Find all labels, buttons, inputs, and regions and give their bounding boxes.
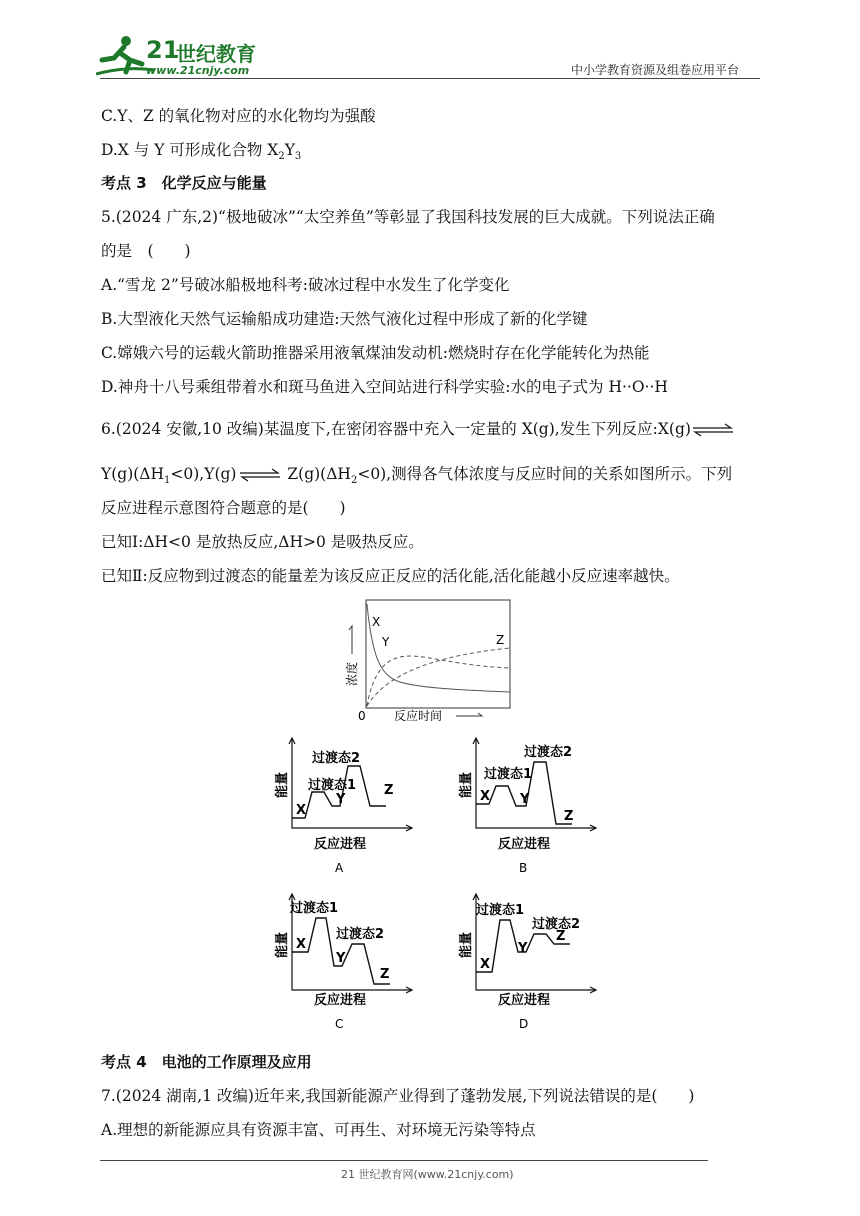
- energy-diagram-b: [454, 736, 604, 876]
- svg-text:X: X: [480, 789, 491, 804]
- logo-url: www.21cnjy.com: [146, 64, 250, 77]
- svg-text:反应进程: 反应进程: [314, 993, 367, 1008]
- q5-stem-line2: 的是 ( ): [101, 242, 191, 260]
- svg-text:过渡态2: 过渡态2: [532, 917, 581, 932]
- svg-text:Z: Z: [380, 967, 390, 982]
- q6-stem-line1: 6.(2024 安徽,10 改编)某温度下,在密闭容器中充入一定量的 X(g),发生下列反应:X(g): [101, 419, 735, 439]
- section-4-title: 考点 4 电池的工作原理及应用: [101, 1053, 312, 1071]
- option-a-label: A: [335, 861, 344, 875]
- svg-text:X: X: [296, 803, 307, 818]
- origin-label: 0: [358, 709, 366, 723]
- known-1: 已知Ⅰ:ΔH<0 是放热反应,ΔH>0 是吸热反应。: [101, 533, 424, 551]
- y-axis-arrow-icon: [349, 626, 352, 654]
- svg-text:Z: Z: [384, 783, 394, 798]
- q6-stem-line3: 反应进程示意图符合题意的是( ): [101, 499, 346, 517]
- svg-text:能量: 能量: [275, 931, 290, 958]
- known-2: 已知Ⅱ:反应物到过渡态的能量差为该反应正反应的活化能,活化能越小反应速率越快。: [101, 567, 680, 585]
- q5-option-c: C.嫦娥六号的运载火箭助推器采用液氧煤油发动机:燃烧时存在化学能转化为热能: [101, 344, 650, 362]
- platform-name: 中小学教育资源及组卷应用平台: [571, 63, 740, 77]
- svg-text:反应进程: 反应进程: [314, 837, 367, 852]
- equilibrium-arrow-icon: [691, 423, 735, 437]
- svg-text:过渡态1: 过渡态1: [476, 903, 525, 918]
- q4-option-d: D.X 与 Y 可形成化合物 $X_2Y_3$: [101, 141, 302, 163]
- q5-option-d: D.神舟十八号乘组带着水和斑马鱼进入空间站进行科学实验:水的电子式为 H··O··H: [101, 378, 668, 396]
- label-z: Z: [496, 633, 505, 647]
- q6-stem-line2: $Y(g)(\Delta H_1<0),Y(g)$ $Z(g)(\Delta H_2<0)$,测得各气体浓度与反应时间的关系如图所示。下列: [101, 465, 733, 487]
- svg-text:过渡态2: 过渡态2: [312, 751, 361, 766]
- footer-link[interactable]: 21 世纪教育网(www.21cnjy.com): [341, 1168, 514, 1181]
- q5-stem-line1: 5.(2024 广东,2)“极地破冰”“太空养鱼”等彰显了我国科技发展的巨大成就。下列说法正确: [101, 208, 715, 226]
- energy-diagram-c: [270, 892, 420, 1032]
- svg-text:过渡态1: 过渡态1: [290, 901, 339, 916]
- q5-option-a: A.“雪龙 2”号破冰船极地科考:破冰过程中水发生了化学变化: [101, 276, 510, 294]
- svg-text:反应进程: 反应进程: [498, 837, 551, 852]
- y-axis-label: 浓度: [345, 661, 359, 686]
- logo-number: 21: [146, 36, 180, 64]
- svg-text:Y: Y: [336, 951, 346, 966]
- svg-text:反应进程: 反应进程: [498, 993, 551, 1008]
- svg-text:能量: 能量: [275, 771, 290, 798]
- svg-text:能量: 能量: [459, 931, 474, 958]
- label-x: X: [372, 615, 381, 629]
- section-3-title: 考点 3 化学反应与能量: [101, 174, 267, 192]
- svg-text:X: X: [480, 957, 491, 972]
- energy-diagram-d: [454, 892, 604, 1032]
- concentration-time-chart: [340, 596, 520, 726]
- q5-option-b: B.大型液化天然气运输船成功建造:天然气液化过程中形成了新的化学键: [101, 310, 588, 328]
- q4-option-c: C.Y、Z 的氧化物对应的水化物均为强酸: [101, 107, 376, 125]
- label-y: Y: [382, 635, 390, 649]
- svg-text:X: X: [296, 937, 307, 952]
- option-c-label: C: [335, 1017, 344, 1031]
- svg-text:Y: Y: [520, 792, 530, 807]
- svg-text:能量: 能量: [459, 771, 474, 798]
- svg-text:Y: Y: [518, 941, 528, 956]
- svg-text:过渡态2: 过渡态2: [336, 927, 385, 942]
- option-d-label: D: [519, 1017, 529, 1031]
- svg-text:过渡态1: 过渡态1: [484, 767, 533, 782]
- svg-text:Z: Z: [556, 929, 566, 944]
- x-axis-arrow-icon: [456, 713, 482, 716]
- svg-text:过渡态2: 过渡态2: [524, 745, 573, 760]
- q7-option-a: A.理想的新能源应具有资源丰富、可再生、对环境无污染等特点: [101, 1121, 536, 1139]
- logo-cn: 世纪教育: [176, 42, 256, 66]
- x-axis-label: 反应时间: [394, 709, 443, 723]
- equilibrium-arrow-icon: [238, 468, 282, 482]
- svg-text:Z: Z: [564, 809, 574, 824]
- q7-stem: 7.(2024 湖南,1 改编)近年来,我国新能源产业得到了蓬勃发展,下列说法错误的是( ): [101, 1087, 695, 1105]
- site-logo: [96, 34, 266, 78]
- svg-text:过渡态1: 过渡态1: [308, 778, 357, 793]
- chart-frame: [366, 600, 510, 708]
- footer-rule: [100, 1160, 708, 1161]
- energy-diagram-a: [270, 736, 420, 876]
- header-rule: [100, 78, 760, 79]
- option-b-label: B: [519, 861, 528, 875]
- svg-text:Y: Y: [336, 792, 346, 807]
